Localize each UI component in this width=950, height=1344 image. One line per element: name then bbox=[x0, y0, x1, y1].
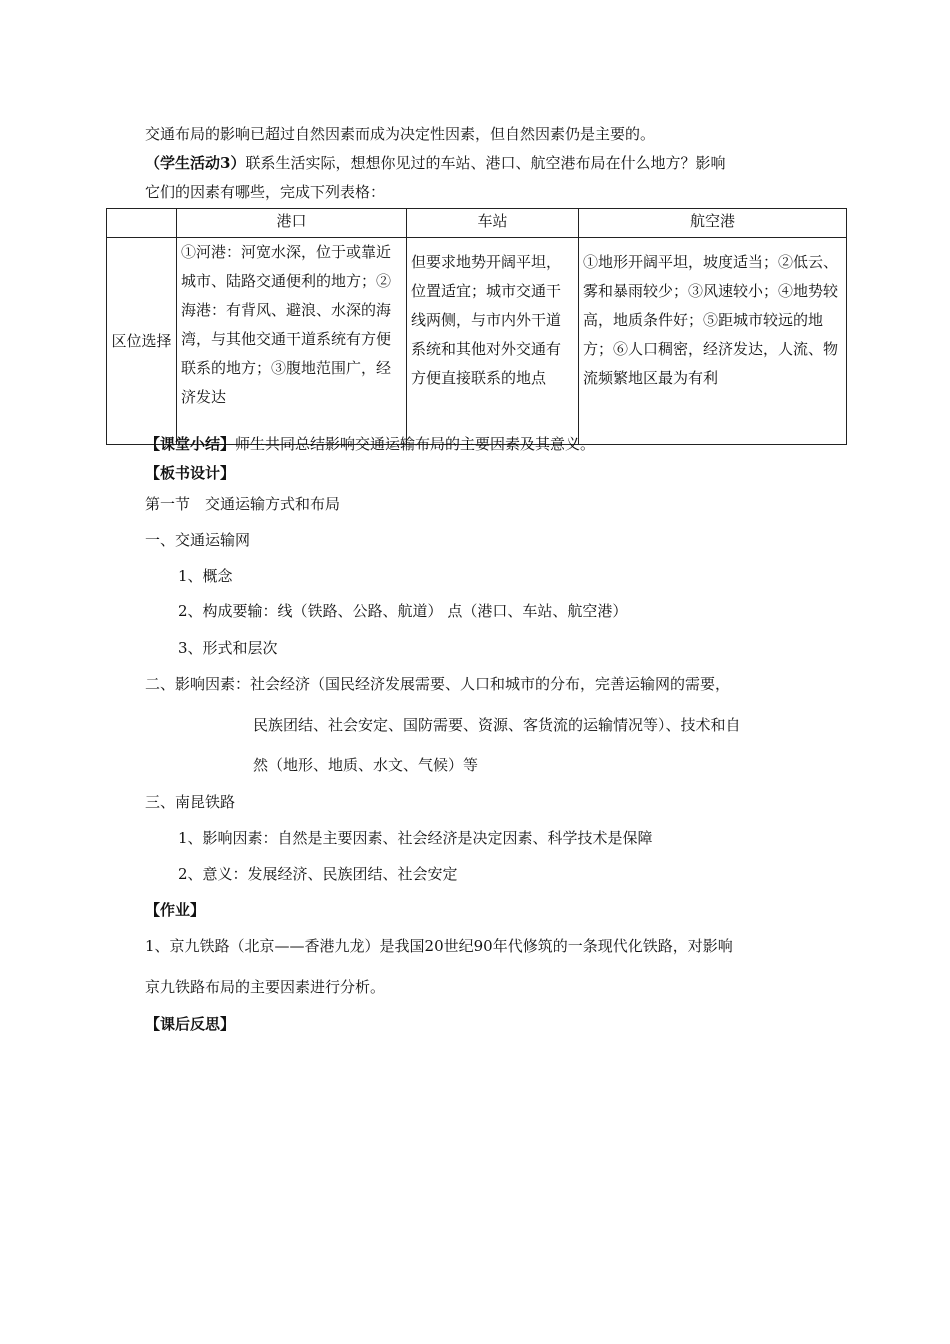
homework-line-1: 1、京九铁路（北京——香港九龙）是我国20世纪90年代修筑的一条现代化铁路，对影响 bbox=[145, 937, 733, 955]
summary-line bbox=[145, 434, 595, 454]
board-item-3-1: 1、影响因素：自然是主要因素、社会经济是决定因素、科学技术是保障 bbox=[178, 829, 653, 847]
board-label: 【板书设计】 bbox=[145, 464, 236, 482]
cell-airport: ①地形开阔平坦，坡度适当；②低云、雾和暴雨较少；③风速较小；④地势较高，地质条件好；⑤距城市较远的地方；⑥人口稠密，经济发达，人流、物流频繁地区最为有利 bbox=[579, 238, 847, 445]
cell-station: 但要求地势开阔平坦，位置适宜；城市交通干线两侧，与市内外干道系统和其他对外交通有方便直接联系的地点 bbox=[407, 238, 579, 445]
location-table bbox=[106, 208, 847, 445]
table-header-empty bbox=[107, 209, 177, 238]
cell-port: ①河港：河宽水深，位于或靠近城市、陆路交通便利的地方；②海港：有背风、避浪、水深的海湾，与其他交通干道系统有方便联系的地方；③腹地范围广，经济发达 bbox=[177, 238, 407, 445]
activity-line-2: 它们的因素有哪些，完成下列表格： bbox=[145, 183, 386, 201]
table-header-airport: 航空港 bbox=[579, 209, 847, 238]
board-item-1-3: 3、形式和层次 bbox=[178, 639, 278, 657]
table-header-station: 车站 bbox=[407, 209, 579, 238]
activity-label: （学生活动3） bbox=[145, 154, 246, 172]
summary-text: 师生共同总结影响交通运输布局的主要因素及其意义。 bbox=[235, 435, 596, 453]
row-label-location: 区位选择 bbox=[107, 238, 177, 445]
board-heading-2-line1: 二、影响因素：社会经济（国民经济发展需要、人口和城市的分布，完善运输网的需要， bbox=[145, 675, 731, 693]
board-heading-2-line3: 然（地形、地质、水文、气候）等 bbox=[253, 756, 479, 774]
table-header-row bbox=[107, 209, 847, 238]
homework-label: 【作业】 bbox=[145, 901, 206, 919]
board-heading-3: 三、南昆铁路 bbox=[145, 793, 236, 811]
table-header-port: 港口 bbox=[177, 209, 407, 238]
activity-line bbox=[145, 153, 725, 173]
board-heading-1: 一、交通运输网 bbox=[145, 531, 251, 549]
activity-text: 联系生活实际，想想你见过的车站、港口、航空港布局在什么地方？影响 bbox=[245, 154, 726, 172]
table-row bbox=[107, 238, 847, 445]
board-section-title: 第一节 交通运输方式和布局 bbox=[145, 495, 341, 513]
reflection-label: 【课后反思】 bbox=[145, 1015, 236, 1033]
board-item-1-1: 1、概念 bbox=[178, 567, 233, 585]
board-item-3-2: 2、意义：发展经济、民族团结、社会安定 bbox=[178, 865, 458, 883]
homework-line-2: 京九铁路布局的主要因素进行分析。 bbox=[145, 978, 386, 996]
intro-line-1: 交通布局的影响已超过自然因素而成为决定性因素，但自然因素仍是主要的。 bbox=[145, 125, 656, 143]
board-item-1-2: 2、构成要输：线（铁路、公路、航道） 点（港口、车站、航空港） bbox=[178, 602, 628, 620]
board-heading-2-line2: 民族团结、社会安定、国防需要、资源、客货流的运输情况等）、技术和自 bbox=[253, 716, 741, 734]
summary-label: 【课堂小结】 bbox=[145, 435, 236, 453]
